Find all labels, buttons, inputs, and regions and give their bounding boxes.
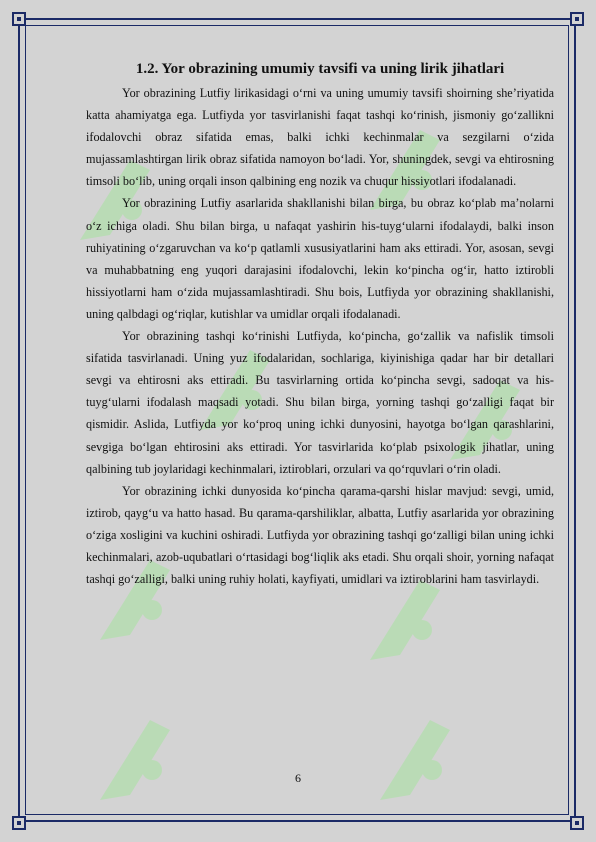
frame-corner-ornament: [12, 816, 26, 830]
frame-corner-ornament: [570, 816, 584, 830]
frame-corner-ornament: [12, 12, 26, 26]
section-heading: 1.2. Yor obrazining umumiy tavsifi va uning lirik jihatlari: [135, 61, 505, 77]
page-number: 6: [295, 771, 301, 785]
frame-corner-ornament: [570, 12, 584, 26]
body-paragraph: Yor obrazining Lutfiy asarlarida shakllanishi bilan birga, bu obraz ko‘plab ma’nolarni o‘z ichiga oladi. Shu bilan birga, u nafaqat yashirin his-tuyg‘ularni ifodalaydi, balki inson ruhiyatining o‘zgaruvchan va ko‘p qatlamli xususiyatlarini ham aks ettiradi. Yor, asosan, sevgi va muhabbatning eng yuqori darajasini ifodalovchi, lekin ko‘pincha og‘ir, hatto iztirobli hissiyotlarni ham o‘zida mujassamlashtiradi. Shu bois, Lutfiyda yor obrazining shakllanishi, uning qalbdagi og‘riqlar, kutishlar va umidlar orqali ifodalanadi.: [86, 196, 554, 321]
body-paragraph: Yor obrazining tashqi ko‘rinishi Lutfiyda, ko‘pincha, go‘zallik va nafislik timsoli sifatida tasvirlanadi. Uning yuz ifodalaridan, sochlariga, kiyinishiga qadar har bir detallari sevgi va ehtirosni aks ettiradi. Bu tasvirlarning ortida ko‘pincha sevgi, sadoqat va his-tuyg‘ularni ifodalash maqsadi yotadi. Shu bilan birga, yorning tashqi go‘zalligi faqat bir qismidir. Aslida, Lutfiyda yor ko‘proq uning ichki dunyosini, hayotga bo‘lgan qarashlarini, sevgiga bo‘lgan ehtirosini aks ettiradi. Yor tasvirlarida ko‘plab psixologik jihatlar, uning qalbining tub joylaridagi kechinmalari, iztiroblari, orzulari va qo‘rquvlari o‘rin oladi.: [86, 329, 554, 476]
watermark-mark: [370, 700, 460, 820]
page-body: [86, 58, 554, 590]
body-paragraph: Yor obrazining ichki dunyosida ko‘pincha qarama-qarshi hislar mavjud: sevgi, umid, iztirob, qayg‘u va hatto hasad. Bu qarama-qarshiliklar, albatta, Lutfiy asarlarida yor obrazining o‘ziga xosligini va kuchini oshiradi. Lutfiyda yor obrazining tashqi go‘zalligi bilan uning ichki kechinmalari, azob-uqubatlari o‘rtasidagi bog‘liqlik aks etadi. Shu orqali shoir, yorning nafaqat tashqi go‘zalligi, balki uning ruhiy holati, kayfiyati, umidlari va iztiroblarini ham tasvirlaydi.: [86, 483, 554, 587]
body-paragraph: Yor obrazining Lutfiy lirikasidagi o‘rni va uning umumiy tavsifi shoirning she’riyatida katta ahamiyatga ega. Lutfiyda yor tasvirlanishi faqat tashqi ko‘rinish, jismoniy go‘zallikni ifodalovchi obraz sifatida emas, balki ichki kechinmalar va sezgilarni o‘zida mujassamlashtirgan lirik obraz sifatida namoyon bo‘ladi. Yor, shuningdek, sevgi va ehtirosning timsoli bo‘lib, uning orqali inson qalbining eng nozik va chuqur hissiyotlari ifodalanadi.: [86, 86, 554, 189]
watermark-mark: [90, 700, 180, 820]
